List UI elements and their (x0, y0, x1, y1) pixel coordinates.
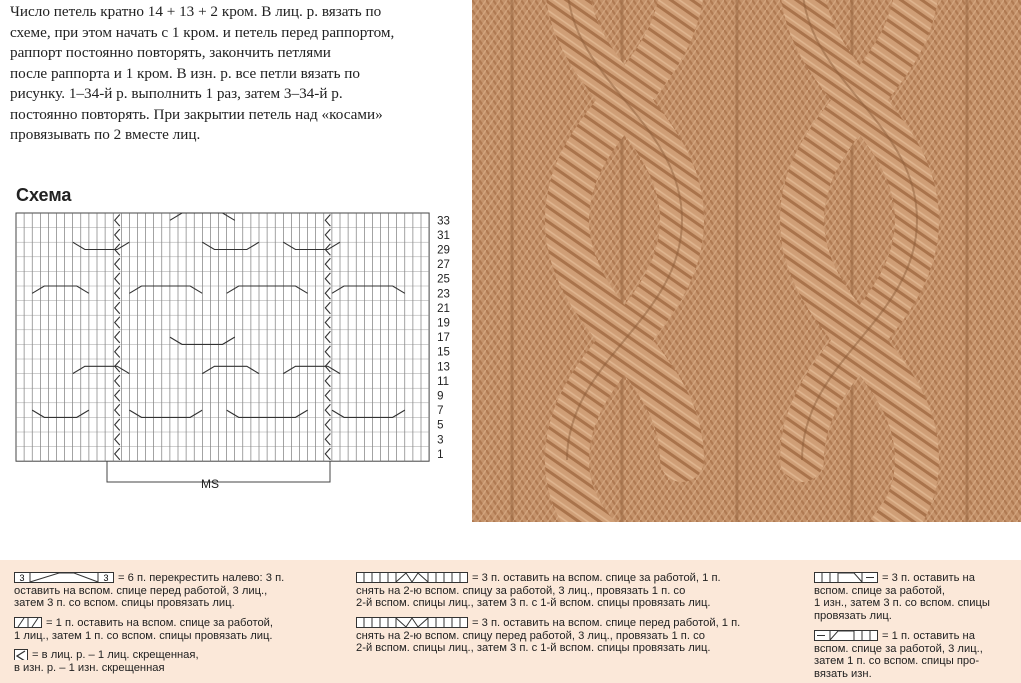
row-number: 29 (437, 244, 450, 257)
legend-text: = 3 п. оставить на (882, 572, 975, 584)
legend-text: вспом. спице за работой, 3 лиц., (814, 642, 983, 655)
legend-text: = 6 п. перекрестить налево: 3 п. (118, 572, 285, 584)
description-line: провязывать по 2 вместе лиц. (10, 126, 201, 143)
legend-item-cable-6-left (14, 572, 344, 610)
chart-grid (16, 213, 429, 461)
row-number: 7 (437, 405, 444, 418)
pattern-description (10, 2, 462, 146)
symbol-label: 3 (19, 573, 25, 583)
legend-text: затем 1 п. со вспом. спицы про- (814, 655, 980, 667)
legend-text: = в лиц. р. – 1 лиц. скрещенная, (32, 649, 199, 661)
legend-text: снять на 2-ю вспом. спицу перед работой, 3 лиц., провязать 1 п. со (356, 629, 706, 642)
legend-item-cable-7-back (356, 572, 806, 610)
row-number: 11 (437, 375, 450, 388)
legend-text: оставить на вспом. спице перед работой, 3 лиц., (14, 584, 268, 597)
row-number: 17 (437, 332, 450, 345)
row-number: 25 (437, 273, 450, 286)
legend-text: 1 изн., затем 3 п. со вспом. спицы (814, 597, 990, 609)
schema-title: Схема (16, 185, 72, 205)
legend-text: = 1 п. оставить на (882, 630, 975, 642)
row-number: 33 (437, 215, 450, 228)
legend-item-twisted (14, 649, 344, 674)
legend-text: провязать лиц. (814, 609, 892, 622)
legend-text: вязать изн. (814, 667, 872, 680)
legend-text: = 3 п. оставить на вспом. спице перед работой, 1 п. (472, 617, 741, 629)
cross-1-1-symbol (14, 617, 42, 628)
description-line: схеме, при этом начать с 1 кром. и петель перед раппортом, (10, 23, 395, 41)
row-number: 1 (437, 448, 444, 461)
description-line: постоянно повторять. При закрытии петель над «косами» (10, 105, 383, 123)
legend-text: = 3 п. оставить на вспом. спице за работой, 1 п. (472, 572, 721, 584)
symbol-label: 3 (103, 573, 109, 583)
row-number: 9 (437, 390, 444, 403)
cable-6-left-symbol (14, 572, 114, 583)
row-number: 5 (437, 419, 444, 432)
legend-text: затем 3 п. со вспом. спицы провязать лиц. (14, 597, 235, 609)
row-number: 15 (437, 346, 450, 359)
legend-text: 2-й вспом. спицы лиц., затем 3 п. с 1-й вспом. спицы провязать лиц. (356, 597, 711, 609)
row-number: 23 (437, 288, 450, 301)
description-line: после раппорта и 1 кром. В изн. р. все петли вязать по (10, 64, 361, 82)
description-line: рисунку. 1–34-й р. выполнить 1 раз, затем 3–34-й р. (10, 85, 343, 102)
row-number: 31 (437, 229, 450, 242)
description-line: Число петель кратно 14 + 13 + 2 кром. В лиц. р. вязать по (10, 3, 382, 20)
twisted-stitch-symbol (14, 649, 28, 660)
cable-7-back-symbol (356, 572, 468, 583)
legend-text: 1 лиц., затем 1 п. со вспом. спицы провязать лиц. (14, 629, 273, 642)
chart-frame (16, 213, 429, 461)
legend-text: = 1 п. оставить на вспом. спице за работой, (46, 617, 274, 629)
row-numbers (437, 215, 450, 461)
row-number: 27 (437, 259, 450, 272)
legend-panel (0, 560, 1021, 683)
legend-text: вспом. спице за работой, (814, 584, 945, 597)
legend-item-cross-1-1 (14, 617, 344, 642)
description-line: раппорт постоянно повторять, закончить петлями (10, 44, 331, 61)
cross-1-3-purl-symbol (814, 630, 878, 641)
row-number: 13 (437, 361, 450, 374)
cross-3-1-purl-symbol (814, 572, 878, 583)
legend-item-cable-7-front (356, 617, 806, 655)
row-number: 19 (437, 317, 450, 330)
row-number: 21 (437, 302, 450, 315)
row-number: 3 (437, 434, 444, 447)
legend-item-cross-1-3-purl (814, 630, 1014, 680)
legend-text: в изн. р. – 1 изн. скрещенная (14, 661, 165, 674)
repeat-bracket (107, 461, 330, 490)
knitting-chart (10, 205, 460, 490)
legend-item-cross-3-1-purl (814, 572, 1014, 622)
legend-text: снять на 2-ю вспом. спицу за работой, 3 лиц., провязать 1 п. со (356, 584, 686, 597)
cable-7-front-symbol (356, 617, 468, 628)
repeat-label: MS (201, 477, 219, 490)
knit-sample-photo (472, 0, 1021, 522)
cable-knit-image (472, 0, 1021, 522)
legend-text: 2-й вспом. спицы лиц., затем 3 п. с 1-й вспом. спицы провязать лиц. (356, 642, 711, 654)
